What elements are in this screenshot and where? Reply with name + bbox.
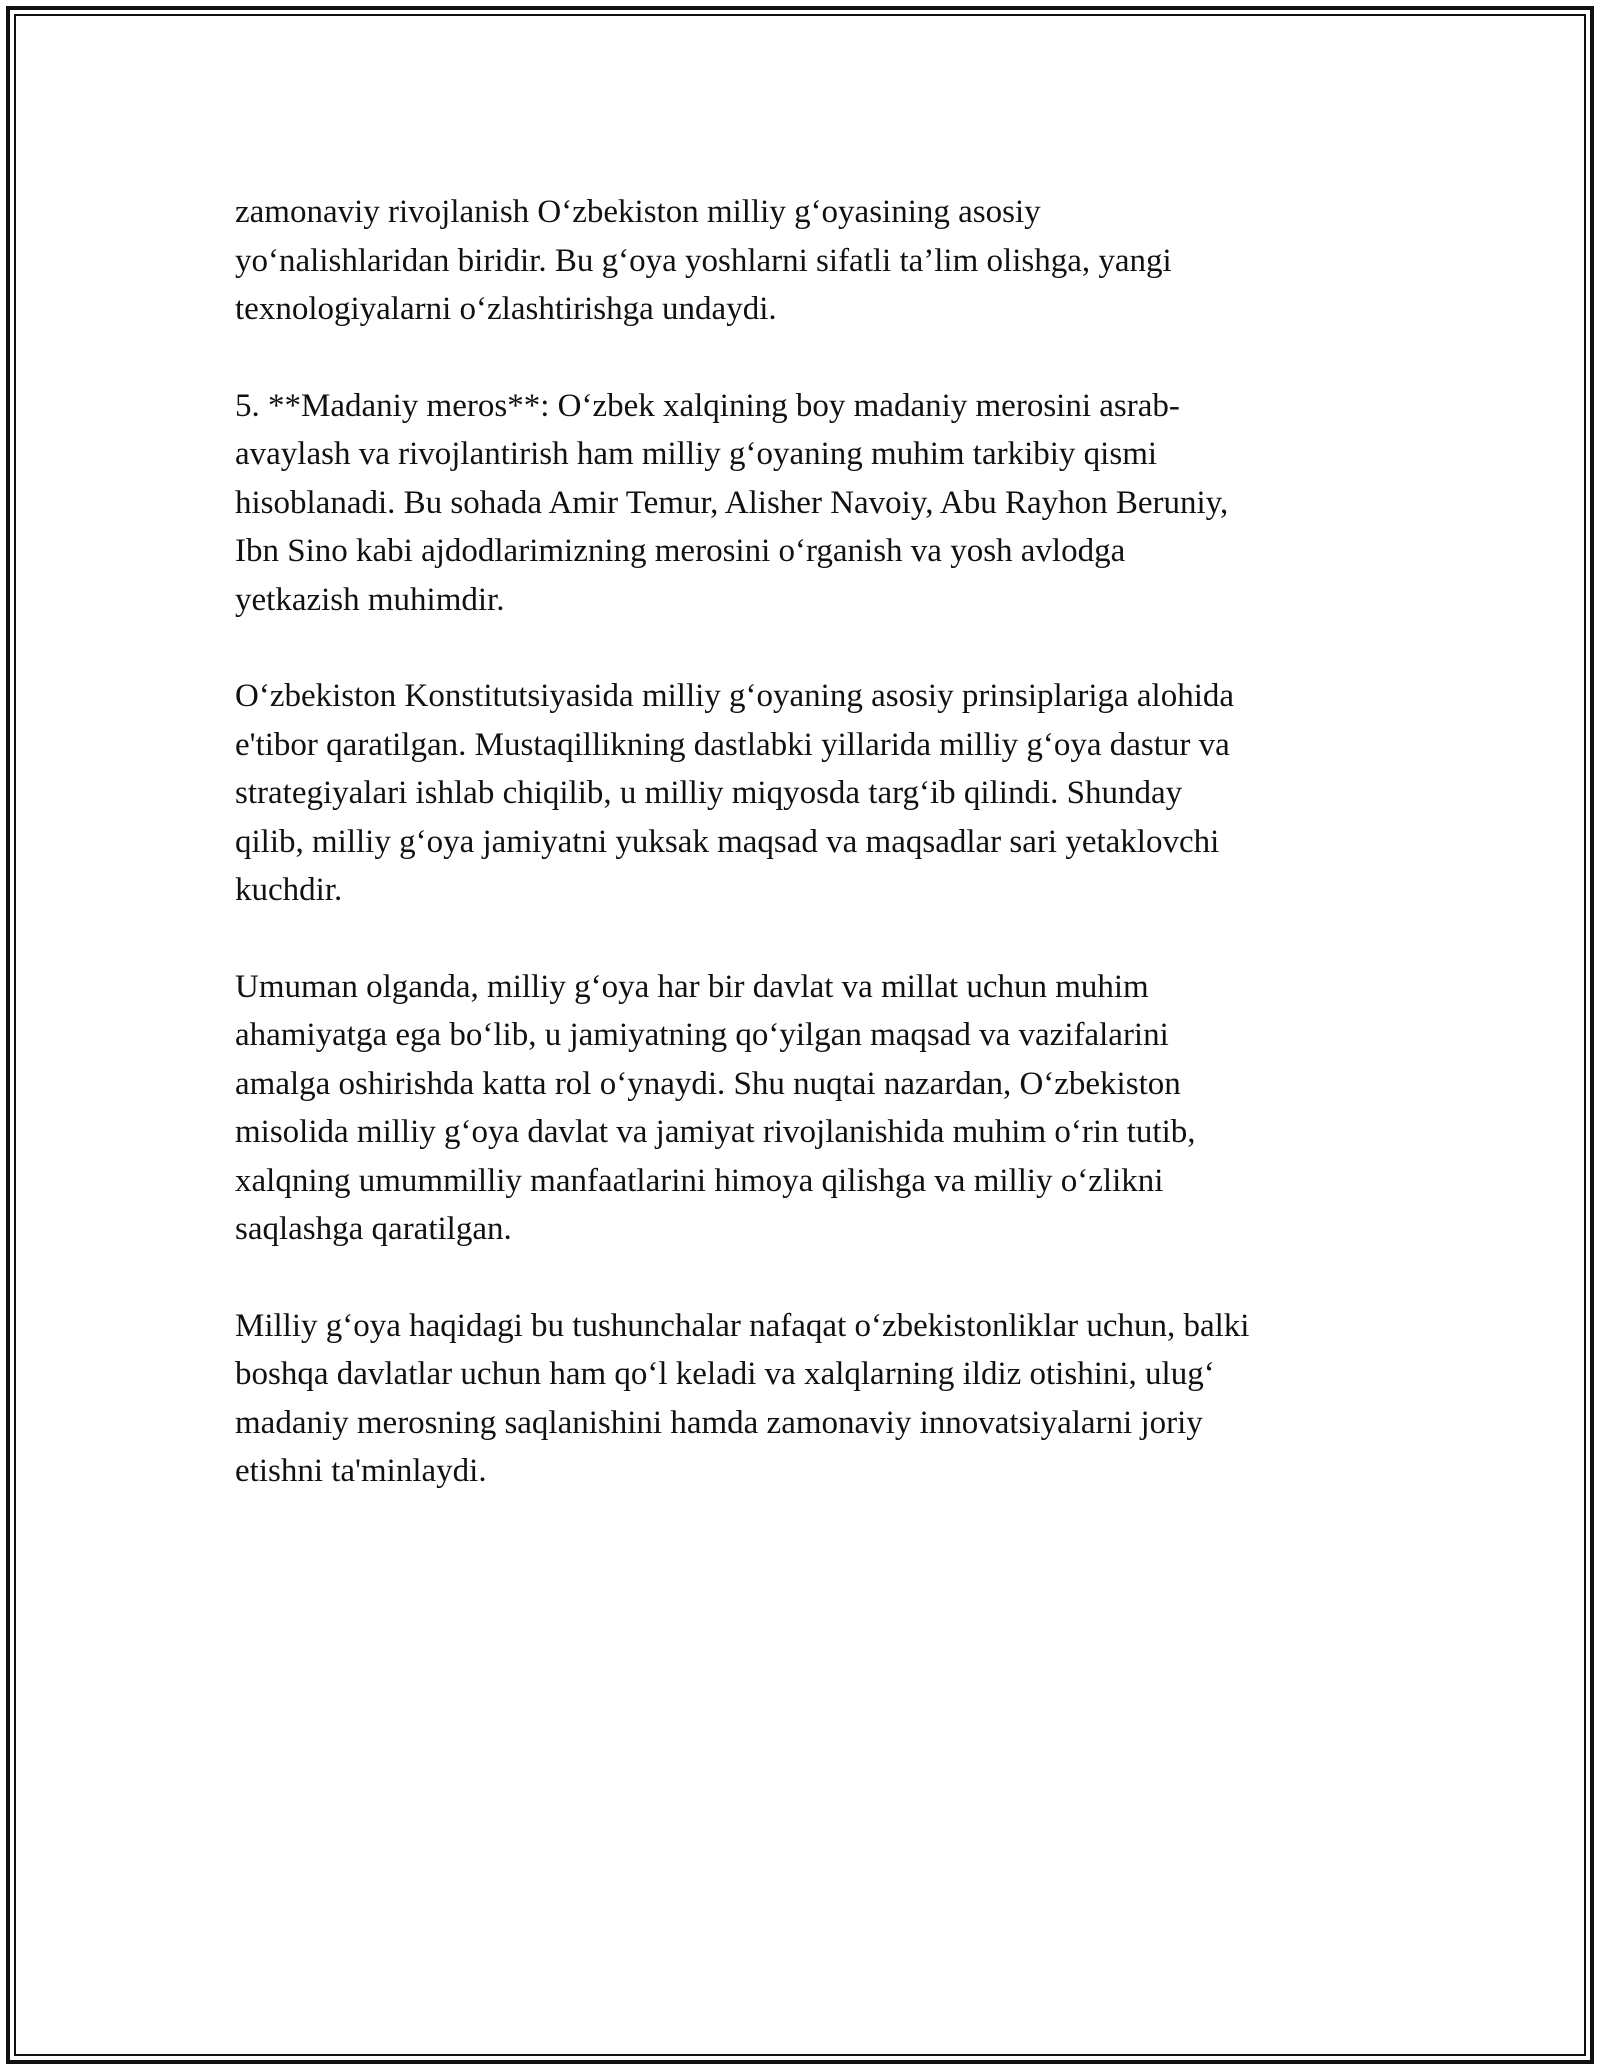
text-line: Umuman olganda, milliy g‘oya har bir davlat va millat uchun muhim [235,968,1149,1005]
text-line: Ibn Sino kabi ajdodlarimizning merosini o‘rganish va yosh avlodga [235,533,1126,569]
text-line: etishni ta'minlaydi. [235,1453,487,1489]
text-line: qilib, milliy g‘oya jamiyatni yuksak maqsad va maqsadlar sari yetaklovchi [235,823,1220,860]
text-line: kuchdir. [235,872,343,908]
text-line: yetkazish muhimdir. [235,581,505,618]
document-body [235,188,1375,1544]
text-line: texnologiyalarni o‘zlashtirishga undaydi. [235,291,777,327]
text-line: yo‘nalishlaridan biridir. Bu g‘oya yoshlarni sifatli ta’lim olishga, yangi [235,242,1172,279]
text-line: 5. **Madaniy meros**: O‘zbek xalqining boy madaniy merosini asrab- [235,387,1180,424]
text-line: boshqa davlatlar uchun ham qo‘l keladi va xalqlarning ildiz otishini, ulug‘ [235,1356,1215,1392]
paragraph-constitution [235,672,1375,915]
text-line: hisoblanadi. Bu sohada Amir Temur, Alisher Navoiy, Abu Rayhon Beruniy, [235,484,1229,521]
paragraph-modern-development [235,188,1375,334]
text-line: misolida milliy g‘oya davlat va jamiyat rivojlanishida muhim o‘rin tutib, [235,1114,1196,1150]
text-line: ahamiyatga ega bo‘lib, u jamiyatning qo‘yilgan maqsad va vazifalarini [235,1017,1169,1053]
text-line: saqlashga qaratilgan. [235,1211,512,1247]
text-line: amalga oshirishda katta rol o‘ynaydi. Shu nuqtai nazardan, O‘zbekiston [235,1065,1181,1102]
text-line: strategiyalari ishlab chiqilib, u milliy miqyosda targ‘ib qilindi. Shunday [235,775,1183,811]
text-line: e'tibor qaratilgan. Mustaqillikning dastlabki yillarida milliy g‘oya dastur va [235,726,1230,763]
text-line: avaylash va rivojlantirish ham milliy g‘oyaning muhim tarkibiy qismi [235,436,1158,472]
text-line: xalqning umummilliy manfaatlarini himoya qilishga va milliy o‘zlikni [235,1162,1164,1199]
paragraph-cultural-heritage [235,382,1375,625]
paragraph-summary [235,963,1375,1254]
text-line: madaniy merosning saqlanishini hamda zamonaviy innovatsiyalarni joriy [235,1404,1203,1441]
text-line: O‘zbekiston Konstitutsiyasida milliy g‘oyaning asosiy prinsiplariga alohida [235,678,1235,714]
text-line: Milliy g‘oya haqidagi bu tushunchalar nafaqat o‘zbekistonliklar uchun, balki [235,1307,1250,1344]
text-line: zamonaviy rivojlanish O‘zbekiston milliy g‘oyasining asosiy [235,194,1041,230]
paragraph-conclusion [235,1302,1375,1496]
